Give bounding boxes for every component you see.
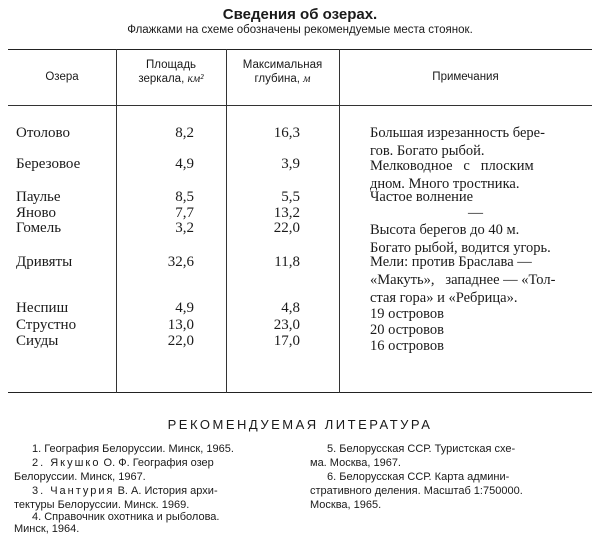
reference-2: 2. Якушко О. Ф. География озер: [32, 457, 214, 469]
header-area-line1: Площадь: [145, 59, 197, 71]
lake-area: 32,6: [167, 254, 194, 270]
lake-area: 8,2: [175, 125, 194, 141]
lake-note-line: Большая изрезанность бере-: [370, 125, 545, 141]
lake-area: 13,0: [167, 317, 194, 333]
reference-6-cont: стративного деления. Масштаб 1:750000.: [310, 485, 523, 497]
lake-name: Отолово: [16, 125, 70, 141]
page-subtitle: Флажками на схеме обозначены рекомендуемые места стоянок.: [127, 24, 473, 36]
lake-area: 22,0: [167, 333, 194, 349]
lake-name: Березовое: [16, 156, 81, 172]
reference-author: 3. Чантурия: [32, 485, 115, 497]
lake-note-line: Мели: против Браслава —: [370, 254, 532, 270]
page-title: Сведения об озерах.: [222, 6, 378, 23]
lake-note-dash: —: [468, 205, 483, 221]
lake-name: Гомель: [16, 220, 62, 236]
lake-note-line: Богато рыбой, водится угорь.: [370, 240, 551, 256]
reference-2-cont: Белоруссии. Минск, 1967.: [14, 471, 146, 483]
lake-name: Дривяты: [16, 254, 73, 270]
lake-note-line: Высота берегов до 40 м.: [370, 222, 520, 238]
header-area: [116, 58, 226, 86]
lake-name: Паулье: [16, 189, 61, 205]
lake-note-line: 20 островов: [370, 322, 445, 338]
lake-depth: 13,2: [273, 205, 300, 221]
reference-author: 2. Якушко: [32, 457, 101, 469]
reference-5: 5. Белорусская ССР. Туристская схе-: [327, 443, 516, 455]
header-area-unit: км²: [187, 73, 204, 85]
lake-note-line: 19 островов: [370, 306, 445, 322]
lake-note-line: гов. Богато рыбой.: [370, 143, 485, 159]
lake-depth: 22,0: [273, 220, 300, 236]
lake-name: Струстно: [16, 317, 77, 333]
lake-note-line: дном. Много тростника.: [370, 176, 520, 192]
reference-3-cont: тектуры Белоруссии. Минск. 1969.: [14, 499, 190, 511]
header-lake: Озера: [45, 71, 79, 83]
reference-6: 6. Белорусская ССР. Карта админи-: [327, 471, 510, 483]
lake-depth: 5,5: [281, 189, 300, 205]
header-depth-unit: м: [303, 73, 311, 85]
header-area-line2: зеркала, км²: [138, 73, 204, 85]
lake-depth: 4,8: [281, 300, 300, 316]
reference-3: 3. Чантурия В. А. История архи-: [32, 485, 218, 497]
lake-depth: 17,0: [273, 333, 300, 349]
lake-area: 4,9: [175, 156, 194, 172]
lake-note-line: Мелководное с плоским: [370, 158, 534, 174]
lake-area: 3,2: [175, 220, 194, 236]
reference-5-cont: ма. Москва, 1967.: [310, 457, 401, 469]
lake-depth: 11,8: [274, 254, 300, 270]
lake-area: 8,5: [175, 189, 194, 205]
lake-name: Яново: [16, 205, 57, 221]
reference-6-cont: Москва, 1965.: [310, 499, 382, 511]
lake-area: 7,7: [175, 205, 194, 221]
column-divider: [339, 49, 340, 393]
reference-4: 4. Справочник охотника и рыболова.: [32, 511, 220, 523]
header-divider: [8, 105, 592, 106]
lake-depth: 23,0: [273, 317, 300, 333]
reference-4-cont: Минск, 1964.: [14, 523, 80, 535]
lake-area: 4,9: [175, 300, 194, 316]
lake-name: Неспиш: [16, 300, 69, 316]
lake-note-line: стая гора» и «Ребрица».: [370, 290, 518, 306]
header-depth-line2: глубина, м: [254, 73, 311, 85]
header-depth-line1: Максимальная: [242, 59, 323, 71]
header-depth: [226, 58, 339, 86]
header-notes: Примечания: [432, 71, 499, 83]
lake-name: Сиуды: [16, 333, 59, 349]
literature-title: РЕКОМЕНДУЕМАЯ ЛИТЕРАТУРА: [167, 417, 433, 432]
lake-note-line: Частое волнение: [370, 189, 474, 205]
lake-depth: 16,3: [273, 125, 300, 141]
lake-note-line: 16 островов: [370, 338, 445, 354]
reference-1: 1. География Белоруссии. Минск, 1965.: [32, 443, 234, 455]
lake-depth: 3,9: [281, 156, 300, 172]
lake-note-line: «Макуть», западнее — «Тол-: [370, 272, 556, 288]
